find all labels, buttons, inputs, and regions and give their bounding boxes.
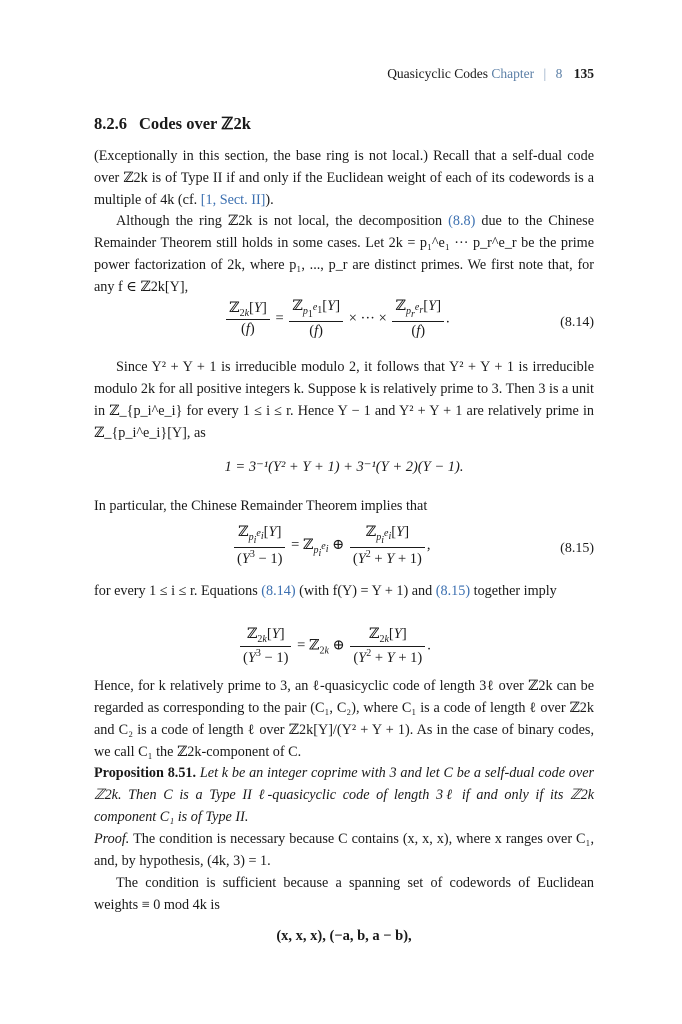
header-separator: | (543, 66, 547, 81)
equation-ref-8-14[interactable]: (8.14) (261, 583, 296, 599)
equation-number: (8.14) (560, 315, 594, 330)
equation-ref-8-15[interactable]: (8.15) (435, 583, 471, 599)
paragraph-text: The condition is sufficient because a spanning set of codewords of Euclidean weights ≡ 0 mod 4k is (94, 875, 594, 913)
section-heading (94, 114, 251, 134)
paragraph-intro (94, 145, 594, 211)
paragraph-decomposition (94, 210, 594, 298)
paragraph-text-end: ). (265, 192, 274, 208)
equation-text: 1 = 3⁻¹(Y² + Y + 1) + 3⁻¹(Y + 2)(Y − 1). (224, 459, 464, 475)
proof-text: The condition is necessary because C contains (x, x, x), where x ranges over C₁, and, by hypothesis, (4k, 3) = 1. (94, 831, 594, 869)
paragraph-text: Hence, for k relatively prime to 3, an ℓ-quasicyclic code of length 3ℓ over ℤ2k can be regarded as corresponding to the pair (C₁, C₂), where C₁ is a code of length ℓ over ℤ2k and C₂ is a code of length ℓ over ℤ2k[Y]/(Y² + Y + 1). As in the case of binary codes, we call C₁ the ℤ2k-component of C. (94, 678, 594, 760)
equation-number: (8.15) (560, 541, 594, 556)
paragraph-text-end: together imply (470, 583, 557, 599)
running-title: Quasicyclic Codes (387, 66, 489, 81)
chapter-label: Chapter (491, 66, 535, 81)
proposition-8-51 (94, 762, 594, 828)
equation-body: $\frac{ℤ_{2k}[Y]}{(f)}$ = $\frac{ℤ_{p_1^{e_1}}[Y]}{(f)}$ × ··· × $\frac{ℤ_{p_r^{e_r}}[Y]}{(f)}$ . (224, 298, 450, 340)
paragraph-irreducible (94, 356, 594, 444)
equation-body: $\frac{ℤ_{2k}[Y]}{(Y^3 - 1)}$ = ℤ$_{2k}$ ⊕ $\frac{ℤ_{2k}[Y]}{(Y^2 + Y + 1)}$ . (238, 626, 431, 667)
paragraph-equations-imply (94, 580, 594, 602)
proposition-text: Let k be an integer coprime with 3 and let C be a self-dual code over ℤ2k. Then C is a Type II ℓ-quasicyclic code of length 3ℓ if and only if its ℤ2k component C₁ is of Type II. (94, 765, 595, 825)
proposition-label: Proposition 8.51. (94, 765, 197, 781)
paragraph-crt (94, 495, 594, 517)
running-header (387, 66, 594, 82)
paragraph-text: (Exceptionally in this section, the base ring is not local.) Recall that a self-dual code over ℤ2k is of Type II if and only if the Euclidean weight of each of its codewords is a multiple of 4k (cf. (94, 148, 594, 208)
equation-spanning-set (94, 928, 594, 945)
paragraph-quasicyclic (94, 675, 594, 763)
equation-body: $\frac{ℤ_{p_i^{e_i}}[Y]}{(Y^3 - 1)}$ = ℤ$_{p_i^{e_i}}$ ⊕ $\frac{ℤ_{p_i^{e_i}}[Y]}{(Y^2 + Y + 1)}$ , (232, 524, 430, 568)
equation-text: (x, x, x), (−a, b, a − b), (276, 928, 412, 944)
section-title: Codes over ℤ2k (139, 114, 251, 133)
equation-z2k-decomp (94, 626, 594, 672)
proof (94, 828, 594, 872)
paragraph-text: for every 1 ≤ i ≤ r. Equations (94, 583, 262, 599)
proof-label: Proof. (94, 831, 130, 847)
equation-8-14 (94, 298, 594, 344)
equation-8-15 (94, 524, 594, 576)
paragraph-text: In particular, the Chinese Remainder Theorem implies that (94, 498, 428, 514)
chapter-number: 8 (555, 66, 563, 81)
paragraph-sufficient (94, 872, 594, 916)
paragraph-text: Although the ring ℤ2k is not local, the decomposition (116, 213, 449, 229)
equation-identity (94, 459, 594, 476)
paragraph-text-mid: (with f(Y) = Y + 1) and (295, 583, 436, 599)
paragraph-text: Since Y² + Y + 1 is irreducible modulo 2, it follows that Y² + Y + 1 is irreducible modulo 2k for all positive integers k. Suppose k is relatively prime to 3. Then 3 is a unit in ℤ_{p_i^e_i} for every 1 ≤ i ≤ r. Hence Y − 1 and Y² + Y + 1 are relatively prime in ℤ_{p_i^e_i}[Y], as (94, 359, 594, 441)
equation-ref-8-8[interactable]: (8.8) (448, 213, 476, 229)
page-number: 135 (573, 66, 594, 81)
paragraph-text-cont: due to the Chinese Remainder Theorem still holds in some cases. Let 2k = p₁^e₁ ··· p_r^e_r be the prime power factorization of 2k, where p₁, ..., p_r are distinct primes. We first note that, for any f ∈ ℤ2k[Y], (94, 213, 594, 295)
section-number: 8.2.6 (94, 114, 127, 133)
citation-link[interactable]: [1, Sect. II] (200, 192, 266, 208)
